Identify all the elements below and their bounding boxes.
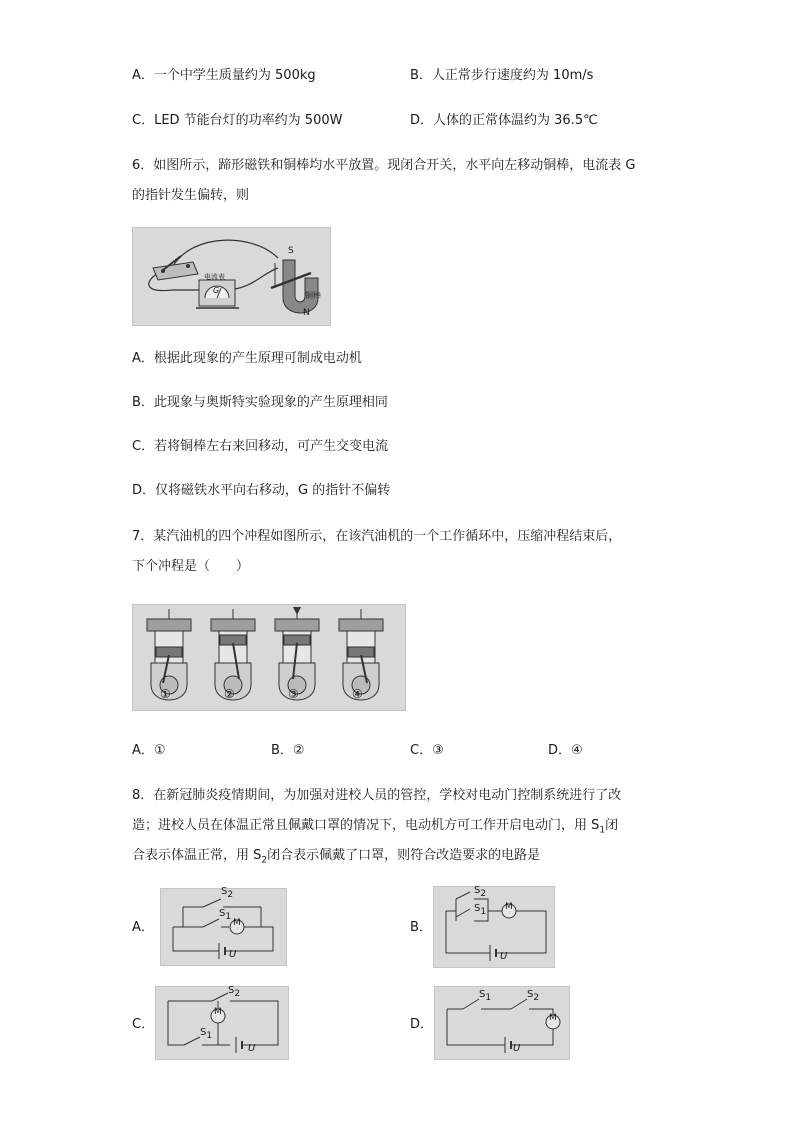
q7-option-a: A．① — [132, 743, 166, 758]
q5-option-a: A．一个中学生质量约为 500kg — [132, 68, 316, 83]
circuit-d-u: U — [513, 1043, 521, 1054]
q6-stem-line2: 的指针发生偏转，则 — [132, 188, 250, 203]
q6-figure — [132, 227, 331, 326]
q8-option-a: A． — [132, 920, 154, 935]
circuit-c-u: U — [248, 1043, 256, 1054]
q8-circuit-c — [155, 986, 289, 1060]
q7-label-4: ④ — [352, 687, 363, 701]
circuit-b-s1: $S_1$ — [474, 903, 487, 917]
q7-figure-drawing — [133, 605, 405, 710]
circuit-d-drawing — [435, 987, 569, 1059]
q8-circuit-d — [434, 986, 570, 1060]
q7-stem-line2: 下个冲程是（ ） — [132, 559, 250, 574]
circuit-c-motor: M — [214, 1007, 222, 1017]
q7-label-3: ③ — [288, 687, 299, 701]
q7-option-b: B．② — [271, 743, 305, 758]
q7-label-1: ① — [160, 687, 171, 701]
q7-figure — [132, 604, 406, 711]
q6-option-a: A．根据此现象的产生原理可制成电动机 — [132, 351, 362, 366]
q6-option-c: C．若将铜棒左右来回移动，可产生交变电流 — [132, 439, 389, 454]
circuit-b-motor: M — [505, 902, 513, 912]
q8-stem-line1: 8．在新冠肺炎疫情期间，为加强对进校人员的管控，学校对电动门控制系统进行了改 — [132, 788, 622, 803]
circuit-d-s2: $S_2$ — [527, 989, 540, 1003]
circuit-c-drawing — [156, 987, 288, 1059]
q6-s-pole-label: S — [288, 246, 294, 256]
circuit-c-s2: $S_2$ — [228, 985, 241, 999]
q7-label-2: ② — [224, 687, 235, 701]
circuit-d-s1: $S_1$ — [479, 989, 492, 1003]
q8-option-c: C． — [132, 1017, 155, 1032]
q5-option-c: C．LED 节能台灯的功率约为 500W — [132, 113, 343, 128]
q8-stem-line2: 造；进校人员在体温正常且佩戴口罩的情况下，电动机方可工作开启电动门，用 $S_1$闭 — [132, 818, 619, 836]
circuit-b-s2: $S_2$ — [474, 885, 487, 899]
q6-meter-label: 电流表 — [204, 273, 225, 281]
q8-option-b: B． — [410, 920, 432, 935]
q8-circuit-a — [160, 888, 287, 966]
q7-stem-line1: 7．某汽油机的四个冲程如图所示，在该汽油机的一个工作循环中，压缩冲程结束后， — [132, 529, 622, 544]
q6-rod-label: 铜棒 — [305, 291, 321, 300]
circuit-a-drawing — [161, 889, 286, 965]
q6-figure-drawing — [133, 228, 330, 325]
circuit-b-u: U — [500, 951, 508, 962]
circuit-a-s2: $S_2$ — [221, 886, 234, 900]
q6-n-pole-label: N — [303, 308, 310, 318]
circuit-a-motor: M — [233, 918, 241, 928]
q8-stem-line3: 合表示体温正常，用 $S_2$闭合表示佩戴了口罩，则符合改造要求的电路是 — [132, 848, 541, 866]
circuit-d-motor: M — [549, 1013, 557, 1023]
q6-option-b: B．此现象与奥斯特实验现象的产生原理相同 — [132, 395, 388, 410]
circuit-b-drawing — [434, 887, 554, 967]
q6-option-d: D．仅将磁铁水平向右移动，G 的指针不偏转 — [132, 483, 391, 498]
q5-option-b: B．人正常步行速度约为 10m/s — [410, 68, 594, 83]
q8-circuit-b — [433, 886, 555, 968]
q8-option-d: D． — [410, 1017, 434, 1032]
q7-option-d: D．④ — [548, 743, 583, 758]
q6-g-label: G — [213, 286, 220, 295]
q6-stem-line1: 6．如图所示，蹄形磁铁和铜棒均水平放置。现闭合开关，水平向左移动铜棒，电流表 G — [132, 158, 636, 173]
circuit-c-s1: $S_1$ — [200, 1027, 213, 1041]
circuit-a-u: U — [229, 949, 237, 960]
q5-option-d: D．人体的正常体温约为 36.5℃ — [410, 113, 598, 128]
circuit-a-s1: $S_1$ — [219, 908, 232, 922]
q7-option-c: C．③ — [410, 743, 444, 758]
